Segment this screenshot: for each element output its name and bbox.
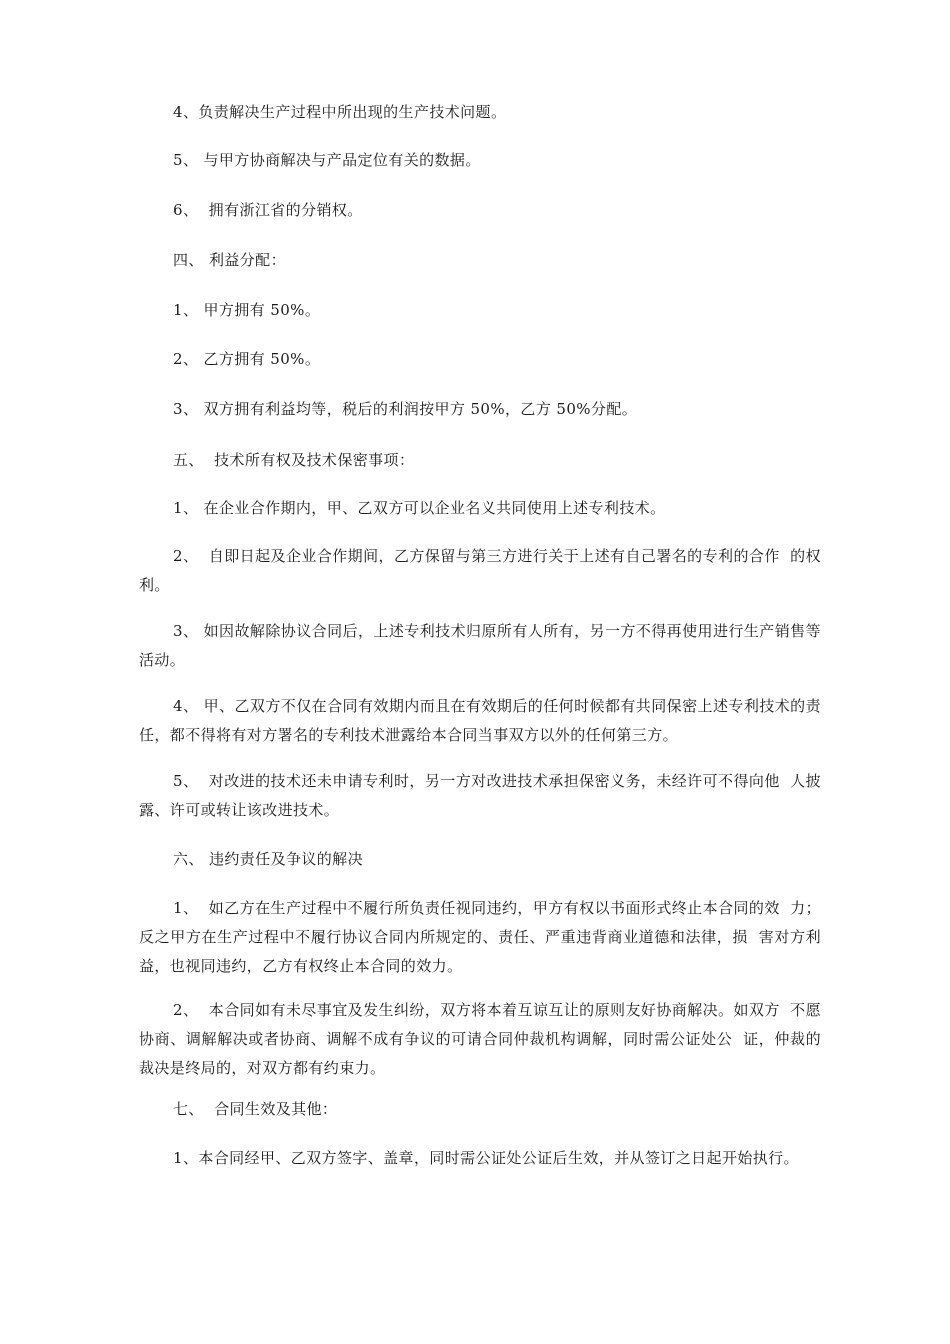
clause-5-product-positioning: 5、 与甲方协商解决与产品定位有关的数据。 bbox=[173, 151, 481, 169]
profit-clause-3: 3、 双方拥有利益均等，税后的利润按甲方 50%，乙方 50%分配。 bbox=[173, 400, 638, 418]
tech-clause-2: 2、 自即日起及企业合作期间，乙方保留与第三方进行关于上述有自己署名的专利的合作 的权利。 bbox=[139, 547, 821, 594]
profit-clause-2: 2、 乙方拥有 50%。 bbox=[173, 350, 321, 368]
tech-clause-1: 1、 在企业合作期内，甲、乙双方可以企业名义共同使用上述专利技术。 bbox=[173, 499, 666, 517]
tech-clause-3: 3、 如因故解除协议合同后，上述专利技术归原所有人所有，另一方不得再使用进行生产销售等活动。 bbox=[139, 622, 821, 669]
clause-6-distribution-rights: 6、 拥有浙江省的分销权。 bbox=[173, 201, 363, 219]
profit-clause-1: 1、 甲方拥有 50%。 bbox=[173, 301, 321, 319]
section-7-heading: 七、 合同生效及其他： bbox=[173, 1100, 338, 1118]
clause-4-technical-problems: 4、负责解决生产过程中所出现的生产技术问题。 bbox=[173, 103, 507, 121]
breach-clause-1: 1、 如乙方在生产过程中不履行所负责任视同违约，甲方有权以书面形式终止本合同的效 力；反之甲方在生产过程中不履行协议合同内所规定的、责任、严重违背商业道德和法律，损 害对方利益，也视同违约，乙方有权终止本合同的效力。 bbox=[139, 899, 821, 975]
breach-clause-2: 2、 本合同如有未尽事宜及发生纠纷，双方将本着互谅互让的原则友好协商解决。如双方 不愿协商、调解解决或者协商、调解不成有争议的可请合同仲裁机构调解，同时需公证处公 证，仲裁的裁决是终局的，对双方都有约束力。 bbox=[139, 1001, 821, 1077]
section-6-heading: 六、 违约责任及争议的解决 bbox=[173, 850, 363, 868]
section-4-heading: 四、 利益分配： bbox=[173, 251, 286, 269]
tech-clause-5: 5、 对改进的技术还未申请专利时，另一方对改进技术承担保密义务，未经许可不得向他 人披露、许可或转让该改进技术。 bbox=[139, 772, 821, 819]
tech-clause-4: 4、 甲、乙双方不仅在合同有效期内而且在有效期后的任何时候都有共同保密上述专利技术的责任，都不得将有对方署名的专利技术泄露给本合同当事双方以外的任何第三方。 bbox=[139, 697, 821, 744]
effect-clause-1: 1、本合同经甲、乙双方签字、盖章，同时需公证处公证后生效，并从签订之日起开始执行。 bbox=[173, 1149, 799, 1167]
section-5-heading: 五、 技术所有权及技术保密事项： bbox=[173, 451, 415, 469]
